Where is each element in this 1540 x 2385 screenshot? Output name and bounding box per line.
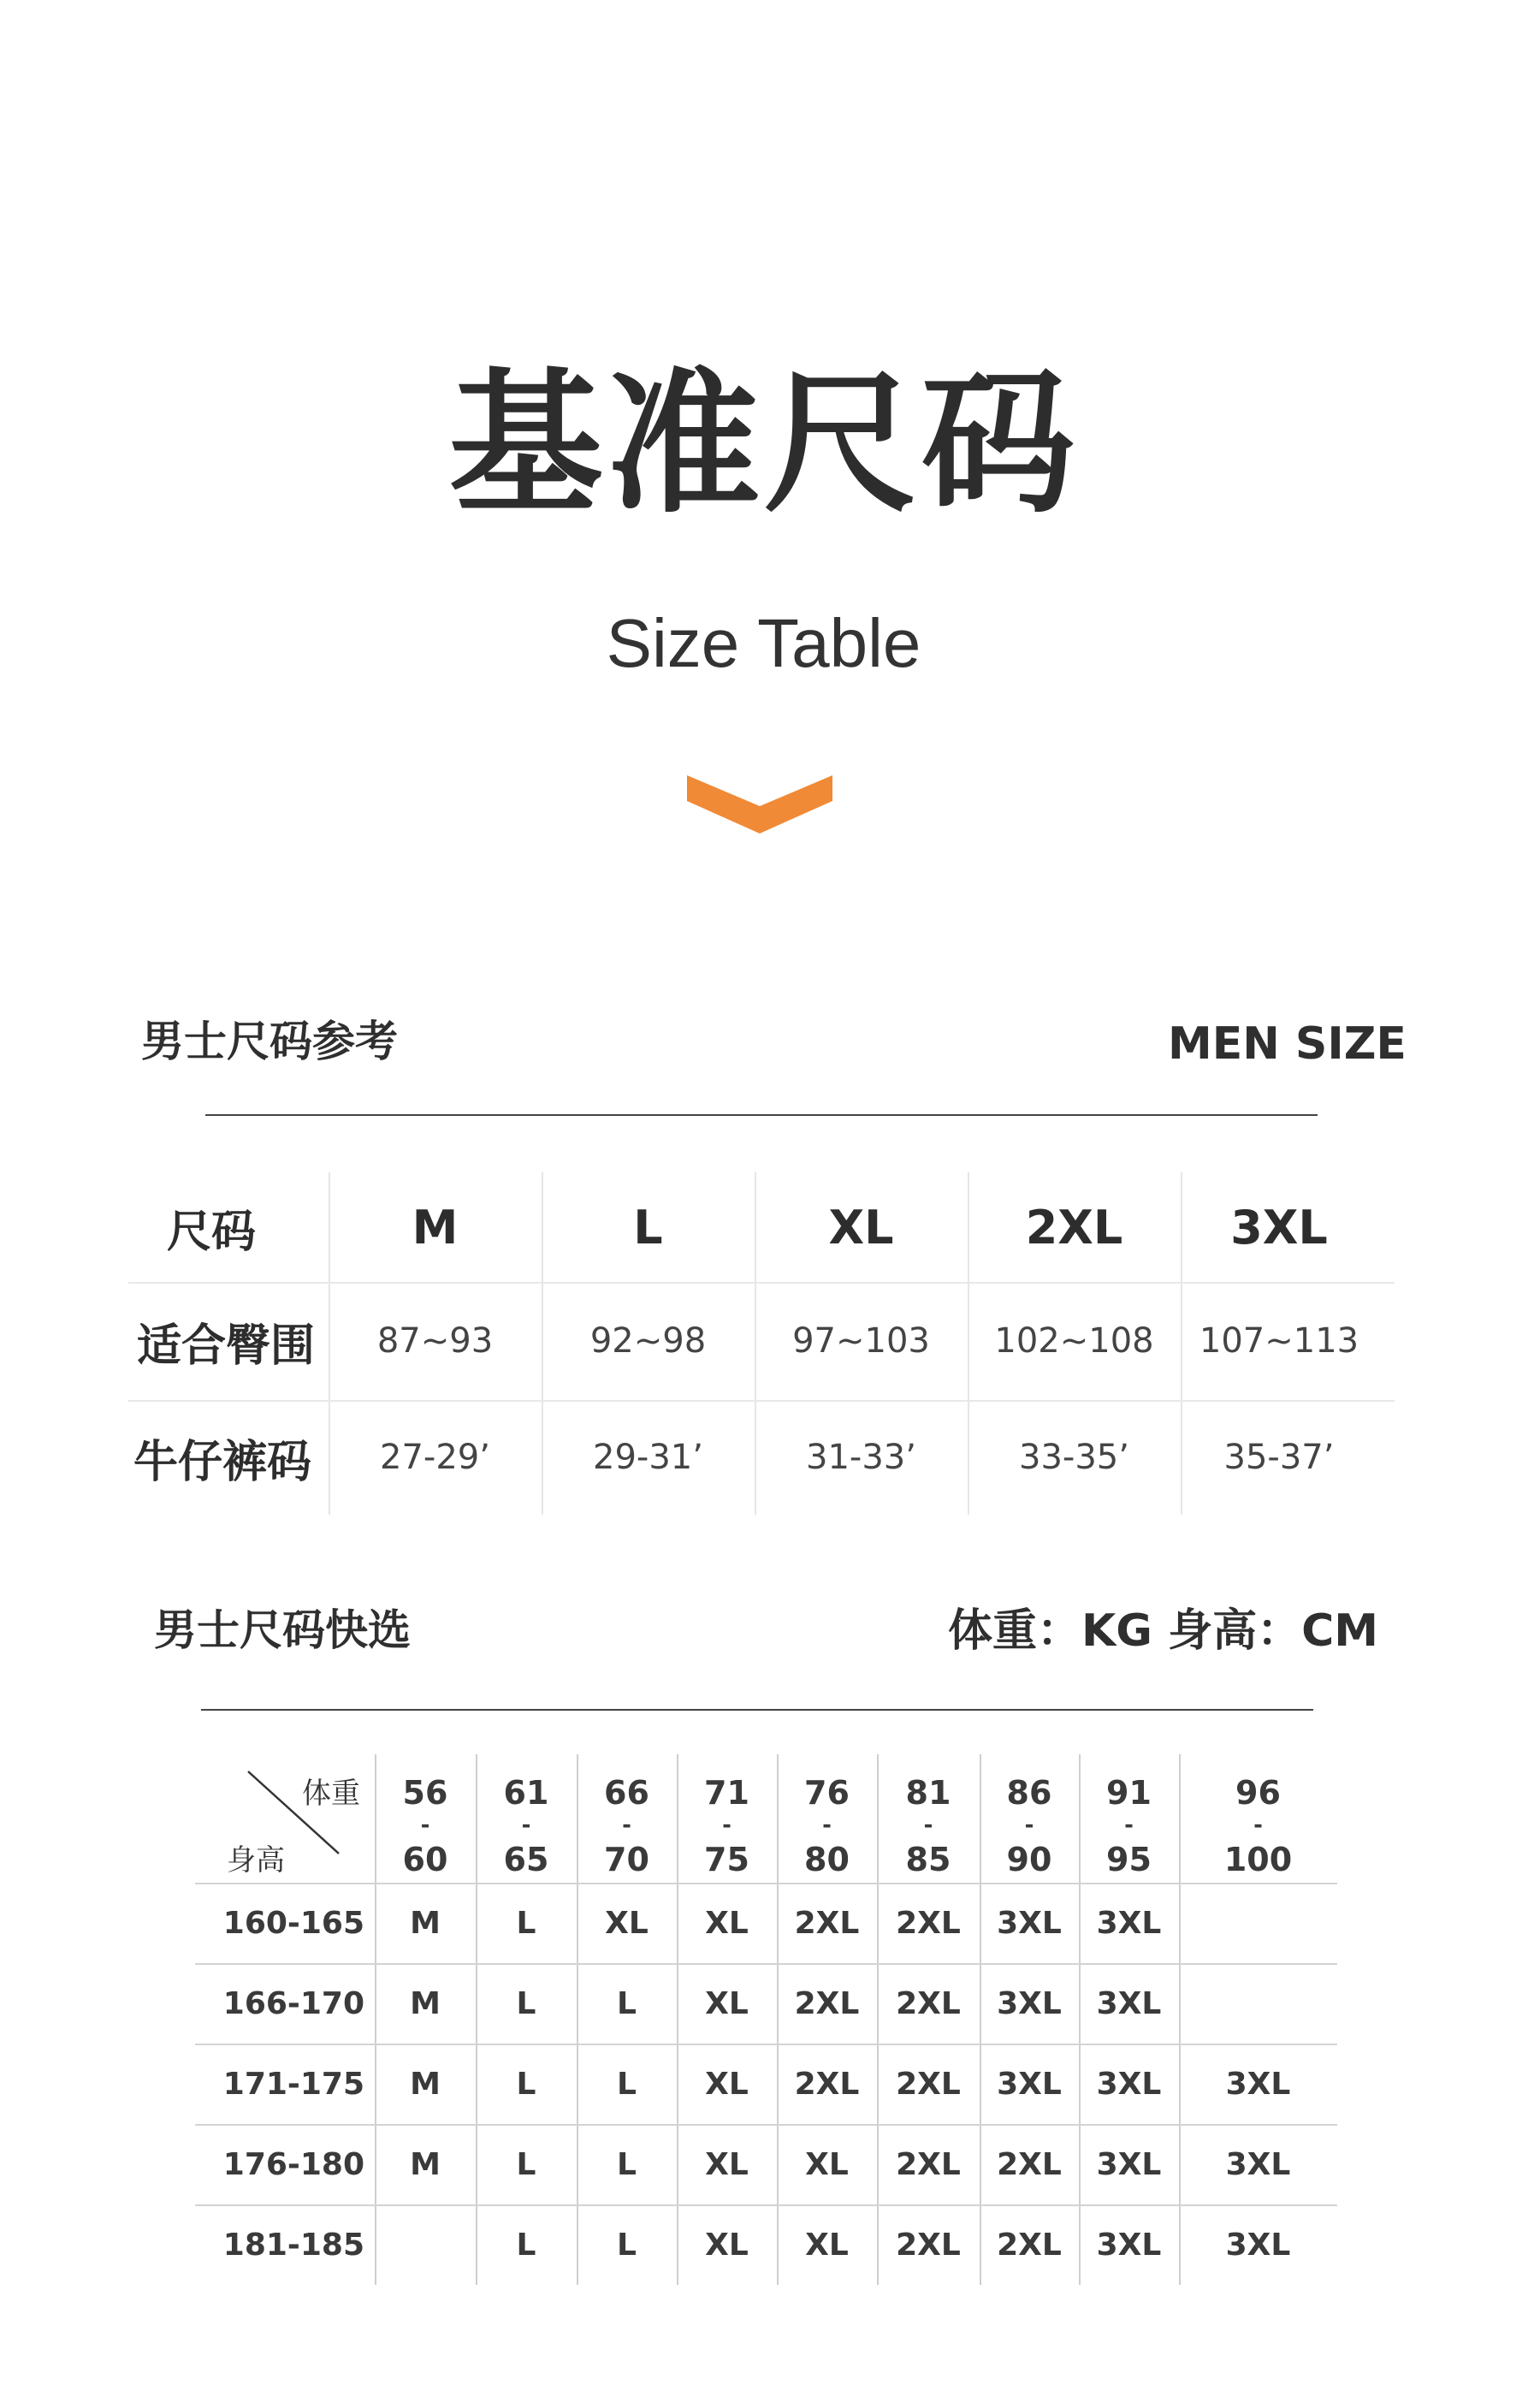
size-header: XL xyxy=(828,1200,894,1255)
section-label-men-size: MEN SIZE xyxy=(1168,1018,1407,1070)
size-cell: 3XL xyxy=(1096,2227,1162,2263)
size-cell: L xyxy=(516,1905,536,1941)
size-cell: 2XL xyxy=(896,1905,961,1941)
size-cell xyxy=(375,2204,476,2285)
table-cell: 31-33’ xyxy=(806,1438,916,1477)
table-cell: 35-37’ xyxy=(1223,1438,1335,1477)
size-cell: L xyxy=(617,2066,637,2102)
weight-to: 95 xyxy=(1106,1841,1152,1878)
weight-separator: - xyxy=(722,1812,732,1838)
height-label: 166-170 xyxy=(222,1985,364,2021)
size-header: L xyxy=(633,1200,663,1255)
size-cell: 3XL xyxy=(1096,2146,1162,2182)
size-cell: L xyxy=(617,2146,637,2182)
weight-from: 76 xyxy=(804,1774,850,1812)
weight-separator: - xyxy=(1124,1812,1134,1838)
weight-from: 66 xyxy=(604,1774,649,1812)
section-title-men-size: 男士尺码参考 xyxy=(141,1017,398,1066)
weight-header xyxy=(1079,1774,1179,1878)
size-cell: M xyxy=(410,1905,441,1941)
size-cell: XL xyxy=(705,1905,749,1941)
weight-header xyxy=(375,1774,476,1878)
weight-from: 61 xyxy=(503,1774,549,1812)
weight-to: 100 xyxy=(1223,1841,1293,1878)
size-cell: M xyxy=(410,1985,441,2021)
height-label: 160-165 xyxy=(222,1905,364,1941)
weight-to: 75 xyxy=(704,1841,749,1878)
section-label-units: 体重：KG 身高：CM xyxy=(948,1605,1378,1657)
size-cell: 3XL xyxy=(997,2066,1062,2102)
size-cell: XL xyxy=(705,1985,749,2021)
size-cell: XL xyxy=(605,1905,649,1941)
size-header: 2XL xyxy=(1025,1200,1123,1255)
size-cell: 2XL xyxy=(794,1905,860,1941)
size-cell: M xyxy=(410,2146,441,2182)
size-cell: 3XL xyxy=(1096,1905,1162,1941)
size-cell: 2XL xyxy=(896,2227,961,2263)
chevron-down-icon xyxy=(687,772,832,834)
row-label-jeans: 牛仔裤码 xyxy=(133,1436,312,1488)
size-cell: L xyxy=(617,1985,637,2021)
size-cell: L xyxy=(617,2227,637,2263)
corner-label-weight: 体重 xyxy=(302,1777,360,1811)
size-cell: L xyxy=(516,2227,536,2263)
size-reference-table xyxy=(128,1172,1395,1515)
size-cell: 3XL xyxy=(1225,2227,1291,2263)
weight-header xyxy=(877,1774,980,1878)
size-cell: 3XL xyxy=(1225,2146,1291,2182)
page-title: 基准尺码 xyxy=(448,355,1079,534)
height-label: 171-175 xyxy=(222,2066,364,2102)
size-cell: M xyxy=(410,2066,441,2102)
weight-from: 71 xyxy=(704,1774,749,1812)
weight-header xyxy=(980,1774,1079,1878)
weight-from: 91 xyxy=(1106,1774,1152,1812)
size-quick-select-table xyxy=(195,1754,1337,2285)
size-cell: XL xyxy=(805,2146,849,2182)
size-cell xyxy=(1179,1963,1337,2044)
weight-header xyxy=(777,1774,877,1878)
section-divider xyxy=(201,1709,1313,1711)
section-divider xyxy=(205,1114,1318,1116)
weight-separator: - xyxy=(622,1812,631,1838)
page-subtitle: Size Table xyxy=(606,605,921,681)
weight-separator: - xyxy=(521,1812,531,1838)
size-cell: 2XL xyxy=(794,2066,860,2102)
weight-to: 90 xyxy=(1006,1841,1052,1878)
table-cell: 87~93 xyxy=(376,1321,494,1361)
size-cell: L xyxy=(516,2066,536,2102)
weight-from: 96 xyxy=(1235,1774,1281,1812)
size-cell: 2XL xyxy=(896,1985,961,2021)
weight-to: 85 xyxy=(905,1841,951,1878)
row-label-hip: 适合臀围 xyxy=(137,1320,316,1372)
weight-separator: - xyxy=(1024,1812,1034,1838)
table-cell: 92~98 xyxy=(589,1321,707,1361)
corner-label-height: 身高 xyxy=(227,1843,285,1878)
weight-header xyxy=(476,1774,577,1878)
size-cell: 2XL xyxy=(896,2146,961,2182)
weight-to: 80 xyxy=(804,1841,850,1878)
weight-from: 56 xyxy=(402,1774,448,1812)
weight-separator: - xyxy=(822,1812,832,1838)
section-title-quick-select: 男士尺码快选 xyxy=(154,1605,411,1655)
table-cell: 107~113 xyxy=(1199,1321,1359,1361)
weight-header xyxy=(577,1774,677,1878)
size-cell: L xyxy=(516,2146,536,2182)
weight-separator: - xyxy=(923,1812,933,1838)
size-cell: L xyxy=(516,1985,536,2021)
table-cell: 33-35’ xyxy=(1019,1438,1129,1477)
weight-separator: - xyxy=(1253,1812,1263,1838)
size-cell xyxy=(1179,1883,1337,1963)
size-cell: 2XL xyxy=(997,2227,1062,2263)
size-cell: 2XL xyxy=(997,2146,1062,2182)
table-cell: 97~103 xyxy=(792,1321,930,1361)
weight-header xyxy=(677,1774,777,1878)
weight-from: 86 xyxy=(1006,1774,1052,1812)
size-cell: 3XL xyxy=(997,1905,1062,1941)
table-cell: 27-29’ xyxy=(380,1438,490,1477)
weight-from: 81 xyxy=(905,1774,951,1812)
size-header: 3XL xyxy=(1230,1200,1328,1255)
size-cell: XL xyxy=(705,2227,749,2263)
weight-to: 60 xyxy=(402,1841,448,1878)
size-cell: 3XL xyxy=(997,1985,1062,2021)
weight-separator: - xyxy=(420,1812,430,1838)
size-cell: XL xyxy=(805,2227,849,2263)
table-cell: 29-31’ xyxy=(593,1438,703,1477)
row-header-label: 尺码 xyxy=(167,1206,257,1258)
table-cell: 102~108 xyxy=(994,1321,1154,1361)
size-cell: XL xyxy=(705,2066,749,2102)
height-label: 181-185 xyxy=(222,2227,364,2263)
weight-to: 65 xyxy=(503,1841,549,1878)
size-cell: 3XL xyxy=(1096,2066,1162,2102)
size-cell: XL xyxy=(705,2146,749,2182)
height-label: 176-180 xyxy=(222,2146,364,2182)
size-cell: 3XL xyxy=(1225,2066,1291,2102)
weight-header xyxy=(1179,1774,1337,1878)
size-cell: 2XL xyxy=(794,1985,860,2021)
size-header: M xyxy=(412,1200,459,1255)
size-cell: 3XL xyxy=(1096,1985,1162,2021)
weight-to: 70 xyxy=(604,1841,649,1878)
size-cell: 2XL xyxy=(896,2066,961,2102)
